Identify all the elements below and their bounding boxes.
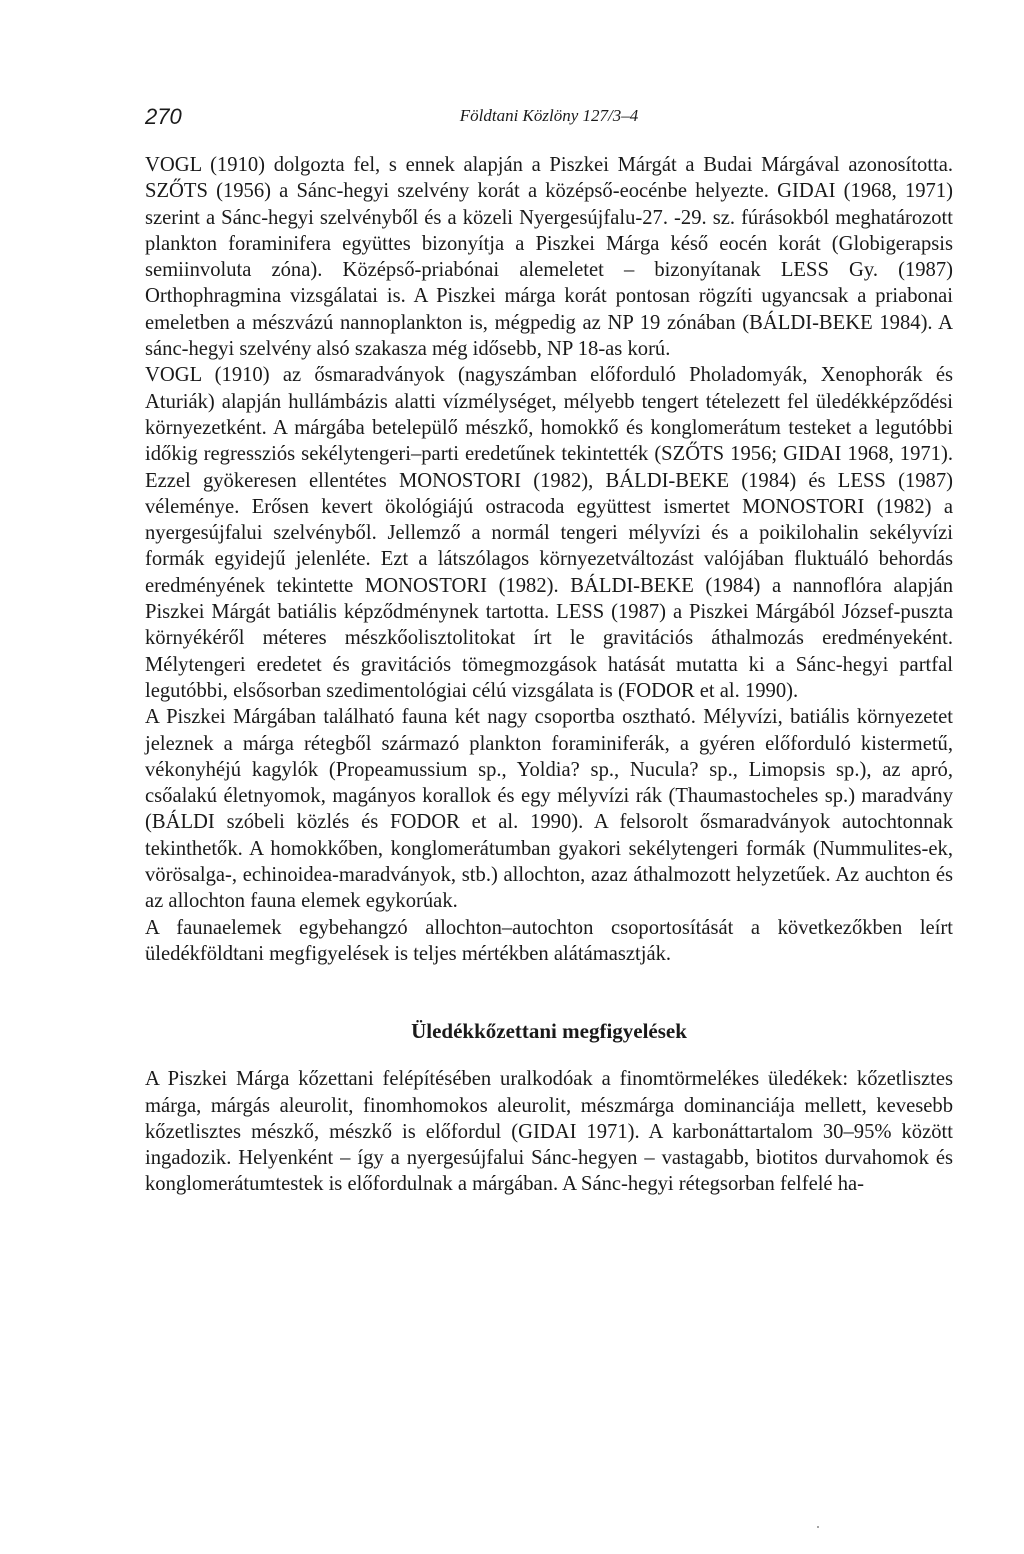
section-heading: Üledékkőzettani megfigyelések (411, 1019, 687, 1044)
paragraph-2: VOGL (1910) az ősmaradványok (nagyszámban előforduló Pholadomyák, Xenophorák és Aturiák) alapján hullámbázis alatti vízmélységet, mélyebb tengert tételezett fel üledékképződési környezetként. A márgába betelepülő mészkő, homokkő és konglomerátum testeket a legutóbbi időkig regressziós sekélytengeri–parti eredetűnek tekintették (SZŐTS 1956; GIDAI 1968, 1971). Ezzel gyökeresen ellentétes MONOSTORI (1982), BÁLDI-BEKE (1984) és LESS (1987) véleménye. Erősen kevert ökológiájú ostracoda együttest ismertet MONOSTORI (1982) a nyergesújfalui szelvényből. Jellemző a normál tengeri mélyvízi és a poikilohalin sekélyvízi formák egyidejű jelenléte. Ezt a látszólagos környezetváltozást valójában fluktuáló behordás eredményének tekintette MONOSTORI (1982). BÁLDI-BEKE (1984) a nannoflóra alapján Piszkei Márgát batiális képződménynek tartotta. LESS (1987) a Piszkei Márgából József-puszta környékéről méteres mészkőolisztolitokat írt le gravitációs áthalmozás eredményeként. Mélytengeri eredetet és gravitációs tömegmozgások hatását mutatta ki a Sánc-hegyi partfal legutóbbi, elsősorban szedimentológiai célú vizsgálata is (FODOR et al. 1990). (145, 364, 953, 702)
section-paragraph: A Piszkei Márga kőzettani felépítésében uralkodóak a finomtörmelékes üledékek: kőzetlisztes márga, márgás aleurolit, finomhomokos aleurolit, mészmárga dominanciája mellett, kevesebb kőzetlisztes mészkő, mészkő is előfordul (GIDAI 1971). A karbonáttartalom 30–95% között ingadozik. Helyenként – így a nyergesújfalui Sánc-hegyen – vastagabb, biotitos durvahomok és konglomerátumtestek is előfordulnak a márgában. A Sánc-hegyi rétegsorban felfelé ha- (145, 1068, 953, 1196)
page-number: 270 (145, 104, 182, 129)
running-head (145, 104, 953, 134)
paragraph-3: A Piszkei Márgában található fauna két nagy csoportba osztható. Mélyvízi, batiális környezetet jeleznek a márga rétegből származó plankton foraminiferák, a gyéren előforduló kistermetű, vékonyhéjú kagylók (Propeamussium sp., Yoldia? sp., Nucula? sp., Limopsis sp.), az apró, csőalakú életnyomok, magányos korallok és egy mélyvízi rák (Thaumastocheles sp.) maradvány (BÁLDI szóbeli közlés és FODOR et al. 1990). A felsorolt ősmaradványok autochtonnak tekinthetők. A homokkőben, konglomerátumban gyakori sekélytengeri formák (Nummulites-ek, vörösalga-, echinoidea-maradványok, stb.) allochton, azaz áthalmozott helyzetűek. Az auchton és az allochton fauna elemek egykorúak. (145, 706, 953, 913)
paragraph-4: A faunaelemek egybehangzó allochton–autochton csoportosítását a következőkben leírt üledékföldtani megfigyelések is teljes mértékben alátámasztják. (145, 916, 953, 965)
journal-title: Földtani Közlöny 127/3–4 (459, 106, 639, 125)
body-text (145, 152, 953, 1198)
scan-speck (817, 1526, 819, 1528)
paragraph-1: VOGL (1910) dolgozta fel, s ennek alapján a Piszkei Márgát a Budai Márgával azonosította. SZŐTS (1956) a Sánc-hegyi szelvény korát a középső-eocénbe helyezte. GIDAI (1968, 1971) szerint a Sánc-hegyi szelvényből és a közeli Nyergesújfalu-27. -29. sz. fúrásokból meghatározott plankton foraminifera együttes bizonyítja a Piszkei Márga késő eocén korát (Globigerapsis semiinvoluta zóna). Középső-priabónai alemeletet – bizonyítanak LESS Gy. (1987) Orthophragmina vizsgálatai is. A Piszkei márga korát pontosan rögzíti ugyancsak a priabonai emeletben a mészvázú nannoplankton is, mégpedig az NP 19 zónában (BÁLDI-BEKE 1984). A sánc-hegyi szelvény alsó szakasza még idősebb, NP 18-as korú. (145, 154, 953, 361)
